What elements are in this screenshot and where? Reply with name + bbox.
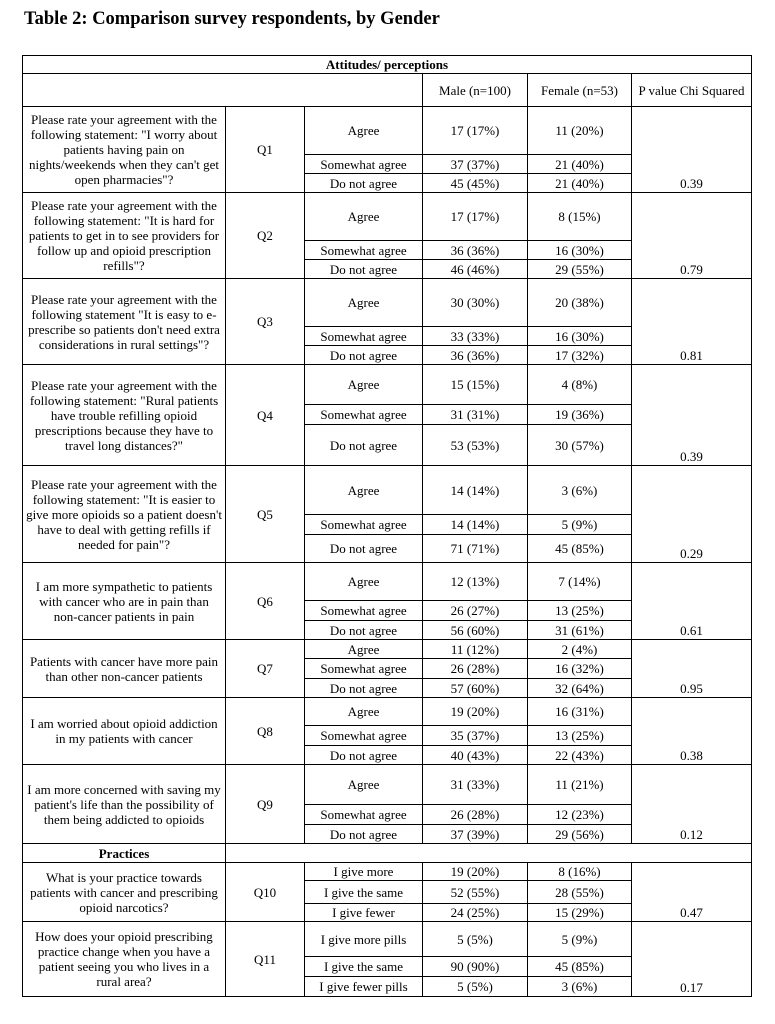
male-count: 31 (31%) [423, 405, 528, 425]
p-value: 0.12 [632, 765, 752, 844]
question-text: Please rate your agreement with the following statement "It is easy to e-prescribe so patients don't need extra considerations in rural settings"? [23, 279, 226, 365]
male-count: 12 (13%) [423, 563, 528, 601]
response-label: Agree [305, 765, 423, 805]
male-count: 46 (46%) [423, 260, 528, 279]
response-label: Do not agree [305, 621, 423, 640]
male-count: 57 (60%) [423, 679, 528, 698]
section-practices-heading: Practices [23, 844, 226, 863]
male-count: 35 (37%) [423, 726, 528, 746]
female-count: 45 (85%) [528, 535, 632, 563]
female-count: 30 (57%) [528, 425, 632, 466]
female-count: 16 (32%) [528, 659, 632, 679]
male-count: 31 (33%) [423, 765, 528, 805]
question-code: Q8 [226, 698, 305, 765]
response-label: Somewhat agree [305, 805, 423, 825]
response-label: I give more pills [305, 922, 423, 957]
question-text: I am more sympathetic to patients with cancer who are in pain than non-cancer patients in pain [23, 563, 226, 640]
male-count: 14 (14%) [423, 466, 528, 515]
female-count: 21 (40%) [528, 174, 632, 193]
response-label: Agree [305, 563, 423, 601]
question-code: Q11 [226, 922, 305, 997]
response-label: Somewhat agree [305, 155, 423, 174]
response-label: Agree [305, 466, 423, 515]
response-label: I give the same [305, 957, 423, 977]
response-label: Agree [305, 698, 423, 726]
female-count: 8 (15%) [528, 193, 632, 241]
female-count: 8 (16%) [528, 863, 632, 881]
female-count: 31 (61%) [528, 621, 632, 640]
table-row [23, 365, 752, 405]
female-count: 11 (20%) [528, 107, 632, 155]
male-count: 71 (71%) [423, 535, 528, 563]
question-text: I am worried about opioid addiction in my patients with cancer [23, 698, 226, 765]
question-code: Q10 [226, 863, 305, 922]
table-row [23, 193, 752, 241]
p-value: 0.39 [632, 365, 752, 466]
p-value: 0.38 [632, 698, 752, 765]
section-row-practices [23, 844, 752, 863]
header-male: Male (n=100) [423, 74, 528, 107]
question-code: Q1 [226, 107, 305, 193]
table-row [23, 640, 752, 659]
male-count: 53 (53%) [423, 425, 528, 466]
p-value: 0.95 [632, 640, 752, 698]
male-count: 90 (90%) [423, 957, 528, 977]
p-value: 0.17 [632, 922, 752, 997]
female-count: 15 (29%) [528, 904, 632, 922]
female-count: 13 (25%) [528, 601, 632, 621]
table-row [23, 765, 752, 805]
male-count: 26 (27%) [423, 601, 528, 621]
question-code: Q9 [226, 765, 305, 844]
female-count: 28 (55%) [528, 881, 632, 904]
male-count: 30 (30%) [423, 279, 528, 327]
female-count: 22 (43%) [528, 746, 632, 765]
female-count: 21 (40%) [528, 155, 632, 174]
male-count: 45 (45%) [423, 174, 528, 193]
response-label: Somewhat agree [305, 601, 423, 621]
question-code: Q2 [226, 193, 305, 279]
response-label: Do not agree [305, 746, 423, 765]
question-code: Q6 [226, 563, 305, 640]
question-text: Please rate your agreement with the following statement: "Rural patients have trouble refilling opioid prescriptions because they have to travel long distances?" [23, 365, 226, 466]
female-count: 16 (30%) [528, 241, 632, 260]
p-value: 0.39 [632, 107, 752, 193]
question-text: Please rate your agreement with the following statement: "It is easier to give more opioids so a patient doesn't have to deal with getting refills if needed for pain"? [23, 466, 226, 563]
male-count: 26 (28%) [423, 659, 528, 679]
response-label: Do not agree [305, 679, 423, 698]
male-count: 5 (5%) [423, 977, 528, 997]
header-blank [23, 74, 423, 107]
p-value: 0.29 [632, 466, 752, 563]
response-label: Do not agree [305, 425, 423, 466]
table-row [23, 563, 752, 601]
response-label: Somewhat agree [305, 726, 423, 746]
question-text: What is your practice towards patients with cancer and prescribing opioid narcotics? [23, 863, 226, 922]
female-count: 11 (21%) [528, 765, 632, 805]
header-female: Female (n=53) [528, 74, 632, 107]
male-count: 15 (15%) [423, 365, 528, 405]
male-count: 5 (5%) [423, 922, 528, 957]
female-count: 5 (9%) [528, 922, 632, 957]
male-count: 36 (36%) [423, 346, 528, 365]
male-count: 52 (55%) [423, 881, 528, 904]
female-count: 20 (38%) [528, 279, 632, 327]
female-count: 2 (4%) [528, 640, 632, 659]
question-text: I am more concerned with saving my patient's life than the possibility of them being addicted to opioids [23, 765, 226, 844]
male-count: 24 (25%) [423, 904, 528, 922]
response-label: I give the same [305, 881, 423, 904]
response-label: Do not agree [305, 346, 423, 365]
response-label: I give more [305, 863, 423, 881]
response-label: Agree [305, 107, 423, 155]
table-row [23, 466, 752, 515]
male-count: 11 (12%) [423, 640, 528, 659]
question-code: Q7 [226, 640, 305, 698]
response-label: I give fewer pills [305, 977, 423, 997]
female-count: 7 (14%) [528, 563, 632, 601]
male-count: 40 (43%) [423, 746, 528, 765]
question-code: Q4 [226, 365, 305, 466]
table-row [23, 107, 752, 155]
section-practices-fill [226, 844, 752, 863]
male-count: 37 (37%) [423, 155, 528, 174]
question-text: Please rate your agreement with the following statement: "I worry about patients having pain on nights/weekends when they can't get open pharmacies"? [23, 107, 226, 193]
female-count: 45 (85%) [528, 957, 632, 977]
table-row [23, 863, 752, 881]
response-label: Agree [305, 640, 423, 659]
table-title: Table 2: Comparison survey respondents, by Gender [24, 9, 440, 29]
header-pvalue: P value Chi Squared [632, 74, 752, 107]
response-label: Do not agree [305, 825, 423, 844]
female-count: 29 (55%) [528, 260, 632, 279]
female-count: 17 (32%) [528, 346, 632, 365]
section-row-attitudes [23, 56, 752, 74]
male-count: 19 (20%) [423, 863, 528, 881]
p-value: 0.47 [632, 863, 752, 922]
female-count: 16 (31%) [528, 698, 632, 726]
response-label: Agree [305, 279, 423, 327]
p-value: 0.79 [632, 193, 752, 279]
male-count: 36 (36%) [423, 241, 528, 260]
response-label: Do not agree [305, 260, 423, 279]
response-label: Somewhat agree [305, 405, 423, 425]
table-row [23, 922, 752, 957]
male-count: 17 (17%) [423, 107, 528, 155]
female-count: 19 (36%) [528, 405, 632, 425]
female-count: 13 (25%) [528, 726, 632, 746]
response-label: Somewhat agree [305, 241, 423, 260]
p-value: 0.81 [632, 279, 752, 365]
female-count: 29 (56%) [528, 825, 632, 844]
response-label: Somewhat agree [305, 327, 423, 346]
p-value: 0.61 [632, 563, 752, 640]
female-count: 12 (23%) [528, 805, 632, 825]
comparison-table [22, 55, 752, 997]
female-count: 16 (30%) [528, 327, 632, 346]
male-count: 17 (17%) [423, 193, 528, 241]
table-row [23, 698, 752, 726]
question-code: Q5 [226, 466, 305, 563]
question-text: Patients with cancer have more pain than other non-cancer patients [23, 640, 226, 698]
male-count: 19 (20%) [423, 698, 528, 726]
question-code: Q3 [226, 279, 305, 365]
response-label: Agree [305, 193, 423, 241]
response-label: Somewhat agree [305, 659, 423, 679]
male-count: 33 (33%) [423, 327, 528, 346]
response-label: Somewhat agree [305, 515, 423, 535]
question-text: Please rate your agreement with the following statement: "It is hard for patients to get in to see providers for follow up and opioid prescription refills"? [23, 193, 226, 279]
female-count: 3 (6%) [528, 977, 632, 997]
male-count: 26 (28%) [423, 805, 528, 825]
question-text: How does your opioid prescribing practice change when you have a patient seeing you who lives in a rural area? [23, 922, 226, 997]
response-label: I give fewer [305, 904, 423, 922]
male-count: 56 (60%) [423, 621, 528, 640]
response-label: Do not agree [305, 535, 423, 563]
female-count: 4 (8%) [528, 365, 632, 405]
male-count: 14 (14%) [423, 515, 528, 535]
male-count: 37 (39%) [423, 825, 528, 844]
response-label: Agree [305, 365, 423, 405]
female-count: 3 (6%) [528, 466, 632, 515]
female-count: 32 (64%) [528, 679, 632, 698]
column-header-row [23, 74, 752, 107]
section-attitudes-heading: Attitudes/ perceptions [23, 56, 752, 74]
table-row [23, 279, 752, 327]
response-label: Do not agree [305, 174, 423, 193]
female-count: 5 (9%) [528, 515, 632, 535]
